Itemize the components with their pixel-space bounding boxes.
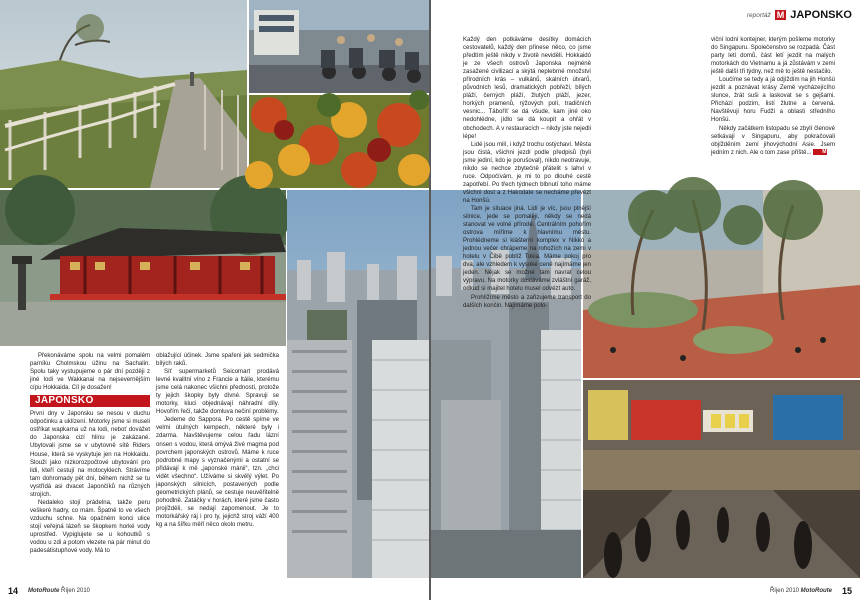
body-paragraph: viční lodní kontejner, kterým pošleme motorky do Singapuru. Společenstvo se rozpadá. Část party letí domů, část letí jezdit na malých motorkách do Vietnamu a já zůstávám v zemi ještě další tři týdny, než mě to ještě nestačilo.: [711, 37, 835, 76]
photo-city-plaza: [583, 190, 860, 378]
body-paragraph: Nedaleko stojí prádelna, takže peru veškeré hadry, co mám. Špatně to ve všech vzduchu schne. Na opačném konci ulice stojí veřejná lázeň se škopkem horké vody uprostřed. Vypiglujete se u kohoutků s vodou u zdi a potom vlezete na pár minut do padesátistupňové vody. Má to: [30, 499, 150, 555]
date-right: Říjen 2010: [769, 588, 799, 594]
section-title: JAPONSKO: [790, 9, 852, 21]
page-number-left: 14: [8, 586, 19, 596]
body-paragraph: První dny v Japonsku se nesou v duchu odpočinku a uklízení. Motorky jsme si museli ostříkat wapkarna už na lodi, neboť dovážet do Japonska cizí hlínu je zakázané. Ubytovali jsme se v ubytovně sítě Riders House, která se vyskytuje jen na Hokkaidu. Slouží jako nízkorozpočtové ubytování pro lidi, kteří cestují na motocyklech. Strávíme tam dohromady pět dní, během nichž se tu vystřídá asi dvacet Japončíků na různých strojích.: [30, 411, 150, 498]
body-paragraph: Lidé jsou milí, i když trochu ostýchaví. Města jsou čistá, všichni jezdí podle předpisů (byli jsme jediní, kdo je porušoval), nikdo neotravuje, nikdo se nechce zbytečně přátelit s lahví v ruce. Odpočívám, je mi to po dlouhé cestě zapotřebí. Po třech týdnech blbnutí toho máme všichni dost a z Hakodate se necháme převézt na Honšú.: [463, 141, 591, 204]
left-text-column-1: [30, 352, 150, 576]
right-text-column-2: [711, 36, 835, 186]
right-page: [431, 0, 860, 600]
photo-red-shrine: [0, 190, 286, 346]
body-paragraph: Prohlížíme město a zařizujeme transport do dalších končin. Najímáme polo-: [463, 294, 591, 309]
photo-boardwalk: [0, 0, 247, 188]
end-mark-icon: M: [813, 149, 827, 155]
page-number-right: 15: [841, 586, 852, 596]
body-paragraph: Loučíme se tedy a já odjíždím na jih Honšú jezdit a poznávat krásy Země vycházejícího slunce, žrát suši a laskovat se s gejšami. Přichází podzim, listí žlutne a červená. Navštěvuji horu Fudži a oblasti středního Honšú.: [711, 77, 835, 124]
closing-text: Někdy začátkem listopadu se zbylí členové setkávají v Singapuru, aby pokračovali objížděním zemí jihovýchodní Asie. Jsem jedním z nich. Ale o tom zase příště...: [711, 125, 835, 156]
section-header: [747, 9, 852, 21]
brand-right: MotoRoute: [800, 588, 832, 594]
footer-left: [28, 588, 90, 594]
body-paragraph: Každý den potkáváme desítky domácích cestovatelů, každý den přinese něco, co jsme předtím ještě nikdy v životě neviděli. Hokkaidó je ze všech ostrovů Japonska nejméně zasažené civilizací a skýtá neplebrné množství přírodních krás – vulkánů, skalních útvarů, původních lesů, dramatických pobřeží, bílých pláží, černých pláží, žlutých pláží, jezer, horkých pramenů, rýžových polí, tradičních vesnic... Táboříť se dá všude, kam jiné oko nedohlédne, jídlo se dá koupit a ohřát v obchodech. A v restauracích – nikdy jste nejedli lépe!: [463, 37, 591, 140]
photo-ferry-motorcycles: [249, 0, 429, 93]
body-paragraph: oblažující účinek. Jsme spařeni jak sedmička bílých raků.: [156, 353, 279, 368]
footer-right: [770, 588, 832, 594]
photo-autumn-foliage: [249, 95, 429, 188]
photo-tokyo-skyline-left: [287, 190, 429, 578]
magazine-logo-icon: M: [776, 10, 785, 20]
body-paragraph: [711, 125, 835, 157]
left-text-column-2: [156, 352, 279, 576]
date-left: Říjen 2010: [61, 588, 91, 594]
section-label: reportáž: [746, 11, 771, 19]
section-heading: JAPONSKO: [30, 395, 150, 407]
body-paragraph: Síť supermarketů Seicomart prodává levné kvalitní víno z Francie a Itálie, kterému jsme celá nakonec všichni předností, protože ty jejich škopky byly dívné. Spravuji se motorky, kluci objednávají náhradní díly. Hovořím řečí, takže domluva nečiní problémy.: [156, 369, 279, 416]
brand-left: MotoRoute: [28, 588, 60, 594]
photo-shopping-street: [583, 380, 860, 578]
body-paragraph: Jedeme do Sappora. Po cestě spíme ve velmi útulných kempech, některé byly i zdarma. Navštěvujeme celou řadu lázní onsen s vodou, která omývá živé magma pod povrchem japonských ostrovů. Máme k ruce podrobné mapy s vyznačenými a ostatní se přidávají k mě „japonské mánii“, tzn. „chci vidět všechno“. Užíváme si skvělý výlet. Po japonských silnicích, postavených podle geometrických plánů, se cestuje neuvěřitelně pohodlně. Zatáčky v horách, které jsme často projížděli, se nedají zapomenout. Je to motorkářský ráj i pro ty, jejichž stroj váží 400 kg a na šířku měří něco okolo metru.: [156, 417, 279, 528]
intro-paragraph: Překonáváme spolu na velmi pomalém parníku Cholmskou úžinu na Sachalin. Spolu taky vystupujeme o pár dní později z jiné lodi ve Wakkanai na nejsevernějším cípu Hokkaida. Cíl je dosažen!: [30, 353, 150, 392]
body-paragraph: Tam je situace jiná. Lidí je víc, jsou plnější silnice, jede se pomaleji, někdy se nedá stanovat ve volné přírodě. Centrálním pohořím ostrova míříme k hlavnímu městu. Prohlédneme si klášterní komplex v Nikkó a jednou večer chrápeme na rohožích na zemi v hotelu v Čibě poblíž Tokia. Máme pokoj pro dva, ale vzhledem k vysoké ceně najímáme jen jeden. Nějak se možné tam navrat celou výpravu. Na motorky dostáváme zvláštní garáž, odkud si majitel hotelu musel odvézt auto.: [463, 205, 591, 293]
right-text-column-1: [463, 36, 591, 309]
